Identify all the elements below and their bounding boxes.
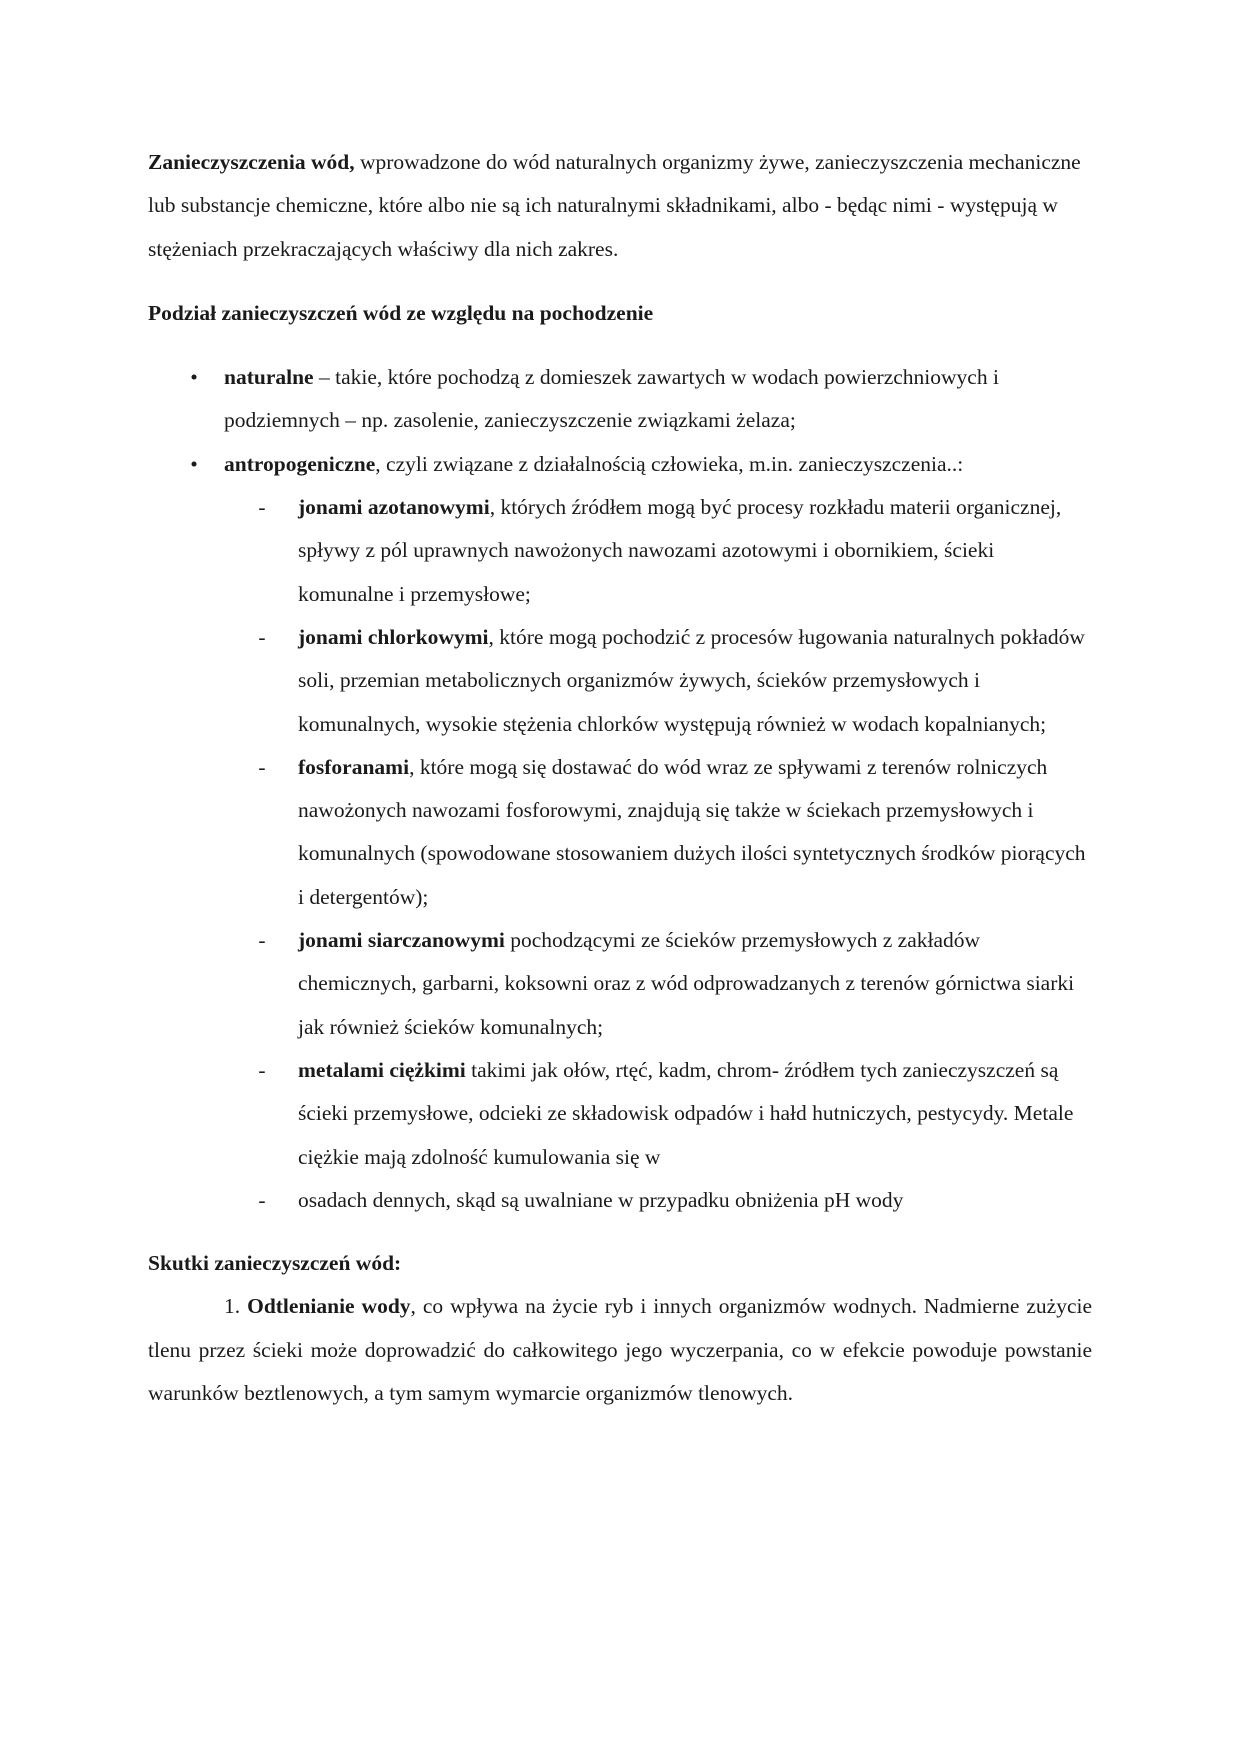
subitem-text: , które mogą się dostawać do wód wraz ze spływami z terenów rolniczych nawożonych nawozami fosforowymi, znajdują się także w ściekach przemysłowych i komunalnych (spowodowane stosowaniem dużych ilości syntetycznych środków piorących i detergentów); (298, 754, 1086, 909)
item-term: naturalne (224, 365, 314, 390)
effect-item-odtlenianie (148, 1285, 1092, 1415)
document-page (148, 141, 1092, 1415)
subitem-metale-ciezkie (148, 1049, 1092, 1179)
bullet-icon: • (190, 451, 198, 476)
effects-heading: Skutki zanieczyszczeń wód: (148, 1251, 402, 1276)
dash-icon: - (258, 1187, 266, 1212)
subitem-text: , których źródłem mogą być procesy rozkładu materii organicznej, spływy z pól uprawnych nawożonych nawozami azotowymi i obornikiem, ścieki komunalne i przemysłowe; (298, 495, 1062, 606)
dash-icon: - (258, 495, 266, 520)
subitem-text: takimi jak ołów, rtęć, kadm, chrom- źródłem tych zanieczyszczeń są ścieki przemysłowe, odcieki ze składowisk odpadów i hałd hutniczych, pestycydy. Metale ciężkie mają zdolność kumulowania się w (298, 1057, 1074, 1169)
subitem-term: jonami azotanowymi (298, 495, 490, 520)
effects-list (148, 1285, 1092, 1415)
effect-text: , co wpływa na życie ryb i innych organizmów wodnych. Nadmierne zużycie tlenu przez ścieki może doprowadzić do całkowitego jego wyczerpania, co w efekcie powoduje powstanie warunków beztlenowych, a tym samym wymarcie organizmów tlenowych. (148, 1294, 1093, 1406)
effect-term: Odtlenianie wody (247, 1294, 411, 1319)
subitem-text: osadach dennych, skąd są uwalniane w przypadku obniżenia pH wody (298, 1187, 904, 1212)
subitem-osady-denne (148, 1179, 1092, 1222)
list-item-naturalne (148, 356, 1092, 443)
subitem-siarczany (148, 919, 1092, 1049)
dash-icon: - (258, 1057, 266, 1082)
item-term: antropogeniczne (224, 451, 376, 476)
intro-paragraph (148, 141, 1092, 271)
dash-icon: - (258, 754, 266, 779)
classification-list (148, 356, 1092, 1222)
subitem-azotany (148, 486, 1092, 616)
dash-icon: - (258, 928, 266, 953)
subitem-text: pochodzącymi ze ścieków przemysłowych z zakładów chemicznych, garbarni, koksowni oraz z wód odprowadzanych z terenów górnictwa siarki jak również ścieków komunalnych; (298, 928, 1075, 1039)
subitem-term: fosforanami (298, 754, 410, 779)
bullet-icon: • (190, 365, 198, 390)
subitem-fosforany (148, 746, 1092, 919)
subitem-text: , które mogą pochodzić z procesów ługowania naturalnych pokładów soli, przemian metabolicznych organizmów żywych, ścieków przemysłowych i komunalnych, wysokie stężenia chlorków występują również w wodach kopalnianych; (298, 624, 1085, 736)
intro-text: wprowadzone do wód naturalnych organizmy żywe, zanieczyszczenia mechaniczne lub substancje chemiczne, które albo nie są ich naturalnymi składnikami, albo - będąc nimi - występują w stężeniach przekraczających właściwy dla nich zakres. (148, 150, 1081, 261)
effect-number: 1. (224, 1294, 241, 1319)
subitem-term: jonami siarczanowymi (298, 928, 505, 953)
classification-heading: Podział zanieczyszczeń wód ze względu na pochodzenie (148, 300, 654, 325)
sublist-antropogeniczne (148, 486, 1092, 1222)
subitem-term: metalami ciężkimi (298, 1057, 466, 1082)
subitem-chlorki (148, 616, 1092, 746)
item-text: , czyli związane z działalnością człowieka, m.in. zanieczyszczenia..: (375, 451, 964, 476)
intro-term: Zanieczyszczenia wód, (148, 150, 355, 174)
subitem-term: jonami chlorkowymi (298, 624, 489, 649)
item-text: – takie, które pochodzą z domieszek zawartych w wodach powierzchniowych i podziemnych – np. zasolenie, zanieczyszczenie związkami żelaza; (224, 365, 999, 433)
dash-icon: - (258, 624, 266, 649)
list-item-antropogeniczne (148, 443, 1092, 1222)
